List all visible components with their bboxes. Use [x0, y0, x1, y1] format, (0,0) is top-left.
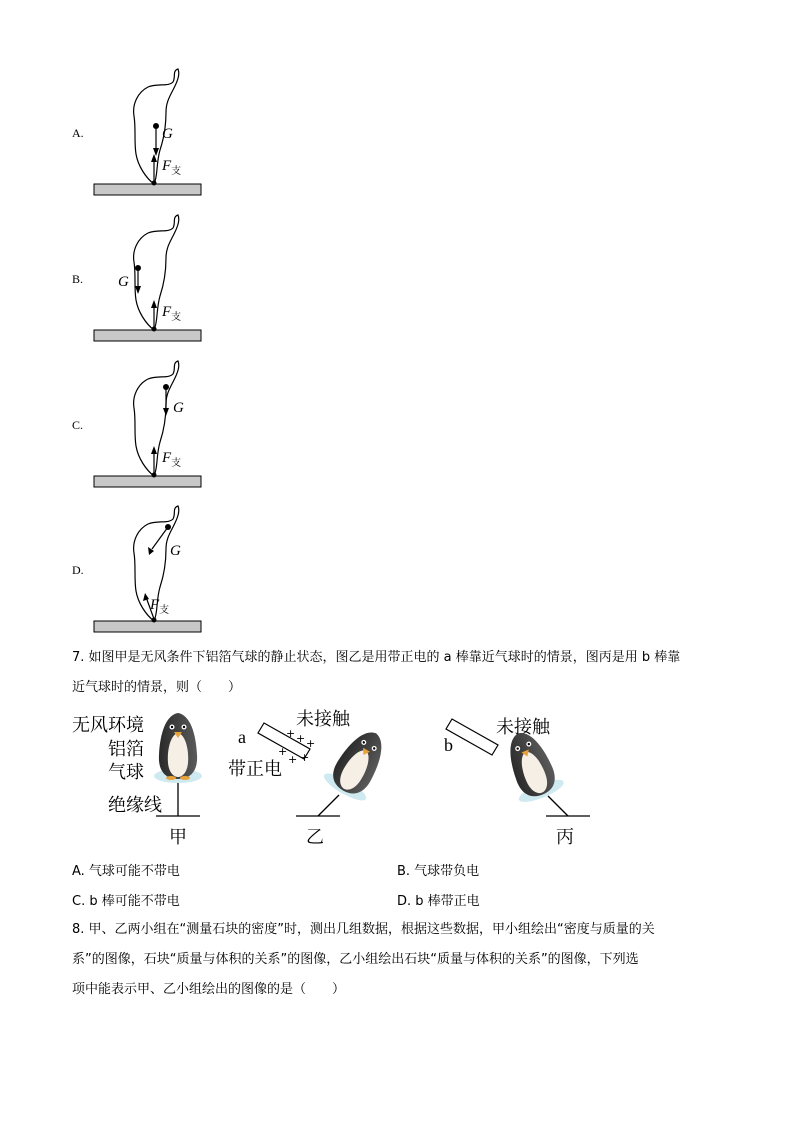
label-balloon: 气球 — [108, 762, 144, 783]
svg-text:G: G — [170, 543, 181, 559]
label-windless: 无风环境 — [72, 715, 144, 736]
option-a-figure — [90, 66, 220, 201]
caption-yi: 乙 — [306, 827, 324, 848]
question-8-line-2: 系”的图像，石块“质量与体积的关系”的图像，乙小组绘出石块“质量与体积的关系”的图像，下列选 — [72, 952, 639, 967]
label-insulating-thread: 绝缘线 — [108, 795, 162, 816]
option-b-label[interactable]: B. — [72, 272, 84, 286]
question-7-line-1: 7. 如图甲是无风条件下铝箔气球的静止状态，图乙是用带正电的 a 棒靠近气球时的情景，图丙是用 b 棒靠 — [72, 650, 681, 665]
question-7-line-2: 近气球时的情景，则（ ） — [72, 680, 242, 695]
caption-jia: 甲 — [169, 827, 187, 848]
option-c-label[interactable]: C. — [72, 418, 84, 432]
support-force-label: $F_支$ — [162, 158, 182, 177]
no-contact-label-yi: 未接触 — [296, 709, 350, 730]
q7-option-a[interactable]: A. 气球可能不带电 — [72, 864, 180, 879]
option-d-figure — [90, 503, 220, 638]
question-7-text — [72, 643, 732, 703]
svg-text:+: + — [296, 732, 306, 745]
label-foil: 铝箔 — [108, 739, 144, 760]
svg-text:G: G — [173, 400, 184, 416]
svg-text:+: + — [306, 737, 316, 750]
option-c-figure — [90, 358, 220, 493]
svg-text:+: + — [286, 727, 296, 740]
rod-b — [446, 719, 498, 755]
question-7-figure — [68, 703, 608, 857]
q7-option-d[interactable]: D. b 棒带正电 — [397, 894, 480, 909]
svg-text:+: + — [300, 751, 310, 764]
rod-b-label: b — [444, 735, 453, 755]
question-8-text — [72, 915, 732, 1005]
option-b-figure — [90, 212, 220, 347]
no-contact-label-bing: 未接触 — [496, 717, 550, 738]
svg-text:+: + — [288, 753, 298, 766]
ground-surface — [94, 184, 201, 195]
q7-option-b[interactable]: B. 气球带负电 — [397, 864, 480, 879]
svg-text:F支: $F_支$ — [162, 450, 182, 469]
caption-bing: 丙 — [556, 827, 574, 848]
option-a-label[interactable]: A. — [72, 126, 84, 140]
balloon-yi — [321, 721, 397, 805]
svg-text:F支: $F_支$ — [162, 304, 182, 323]
gravity-label: G — [162, 126, 173, 142]
option-d-label[interactable]: D. — [72, 563, 84, 577]
question-8-line-3: 项中能表示甲、乙小组绘出的图像的是（ ） — [72, 982, 346, 997]
svg-text:F支: $F_支$ — [150, 597, 170, 616]
balloon-jia — [154, 713, 202, 783]
question-8-line-1: 8. 甲、乙两小组在“测量石块的密度”时，测出几组数据，根据这些数据，甲小组绘出“密度与质量的关 — [72, 922, 655, 937]
rod-a-label: a — [238, 727, 246, 747]
svg-text:+: + — [278, 745, 288, 758]
svg-text:G: G — [118, 274, 129, 290]
positive-charge-label: 带正电 — [228, 759, 282, 780]
q7-option-c[interactable]: C. b 棒可能不带电 — [72, 894, 180, 909]
